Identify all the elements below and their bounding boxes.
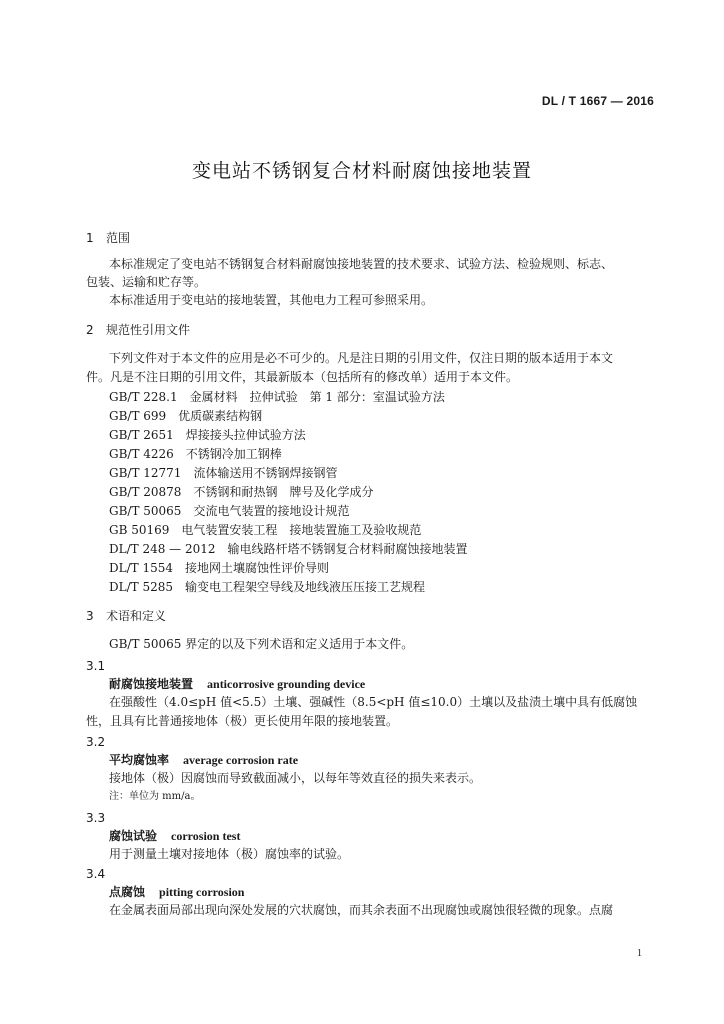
reference-item: GB/T 2651 焊接接头拉伸试验方法 [109, 428, 306, 442]
document-title: 变电站不锈钢复合材料耐腐蚀接地装置 [191, 160, 532, 182]
term-number: 3.3 [86, 811, 106, 825]
reference-item: GB/T 50065 交流电气装置的接地设计规范 [109, 504, 350, 518]
definition-line: 在金属表面局部出现向深处发展的穴状腐蚀，而其余表面不出现腐蚀或腐蚀很轻微的现象。点腐 [109, 903, 614, 917]
term-number: 3.2 [86, 735, 106, 749]
reference-item: DL/T 5285 输变电工程架空导线及地线液压压接工艺规程 [109, 580, 425, 594]
term-english: anticorrosive grounding device [207, 677, 366, 691]
section-title: 术语和定义 [106, 609, 167, 623]
term-number: 3.1 [86, 659, 106, 673]
definition-line: 接地体（极）因腐蚀而导致截面减小，以每年等效直径的损失来表示。 [109, 771, 482, 785]
term-chinese: 平均腐蚀率 [109, 753, 170, 767]
term-heading [109, 884, 244, 900]
definition-line: 在强酸性（4.0≤pH 值<5.5）土壤、强碱性（8.5<pH 值≤10.0）土壤以及盐渍土壤中具有低腐蚀 [109, 695, 638, 709]
definition-line: 性，且具有比普通接地体（极）更长使用年限的接地装置。 [86, 714, 399, 728]
paragraph-line: GB/T 50065 界定的以及下列术语和定义适用于本文件。 [109, 637, 414, 651]
section-number: 1 [86, 231, 94, 245]
term-number: 3.4 [86, 867, 106, 881]
reference-item: DL/T 1554 接地网土壤腐蚀性评价导则 [109, 561, 329, 575]
definition-line: 用于测量土壤对接地体（极）腐蚀率的试验。 [109, 847, 350, 861]
section-3-heading [86, 608, 166, 624]
term-chinese: 耐腐蚀接地装置 [109, 677, 194, 691]
section-1-heading [86, 230, 130, 246]
reference-item: GB/T 12771 流体输送用不锈钢焊接钢管 [109, 466, 338, 480]
term-english: pitting corrosion [159, 885, 245, 899]
reference-item: GB 50169 电气装置安装工程 接地装置施工及验收规范 [109, 523, 422, 537]
term-heading [109, 676, 365, 692]
paragraph-line: 下列文件对于本文件的应用是必不可少的。凡是注日期的引用文件，仅注日期的版本适用于本文 [109, 351, 614, 365]
reference-item: GB/T 20878 不锈钢和耐热钢 牌号及化学成分 [109, 485, 374, 499]
section-number: 2 [86, 323, 94, 337]
term-chinese: 点腐蚀 [109, 885, 146, 899]
section-2-heading [86, 322, 190, 338]
standard-code-header: DL / T 1667 — 2016 [541, 94, 654, 108]
reference-item: DL/T 248 — 2012 输电线路杆塔不锈钢复合材料耐腐蚀接地装置 [109, 542, 468, 556]
term-heading [109, 752, 298, 768]
reference-item: GB/T 228.1 金属材料 拉伸试验 第 1 部分：室温试验方法 [109, 390, 445, 404]
paragraph-line: 本标准适用于变电站的接地装置，其他电力工程可参照采用。 [109, 293, 434, 307]
paragraph-line: 包装、运输和贮存等。 [86, 275, 207, 289]
section-title: 规范性引用文件 [106, 323, 191, 337]
term-heading [109, 828, 240, 844]
term-chinese: 腐蚀试验 [109, 829, 158, 843]
term-english: corrosion test [171, 829, 241, 843]
paragraph-line: 本标准规定了变电站不锈钢复合材料耐腐蚀接地装置的技术要求、试验方法、检验规则、标志、 [109, 257, 614, 271]
term-english: average corrosion rate [183, 753, 299, 767]
paragraph-line: 件。凡是不注日期的引用文件，其最新版本（包括所有的修改单）适用于本文件。 [86, 370, 519, 384]
reference-item: GB/T 4226 不锈钢冷加工钢棒 [109, 447, 282, 461]
section-number: 3 [86, 609, 94, 623]
section-title: 范围 [106, 231, 131, 245]
page-number: 1 [637, 948, 642, 959]
reference-item: GB/T 699 优质碳素结构钢 [109, 409, 263, 423]
note-text: 注：单位为 mm/a。 [109, 791, 201, 802]
